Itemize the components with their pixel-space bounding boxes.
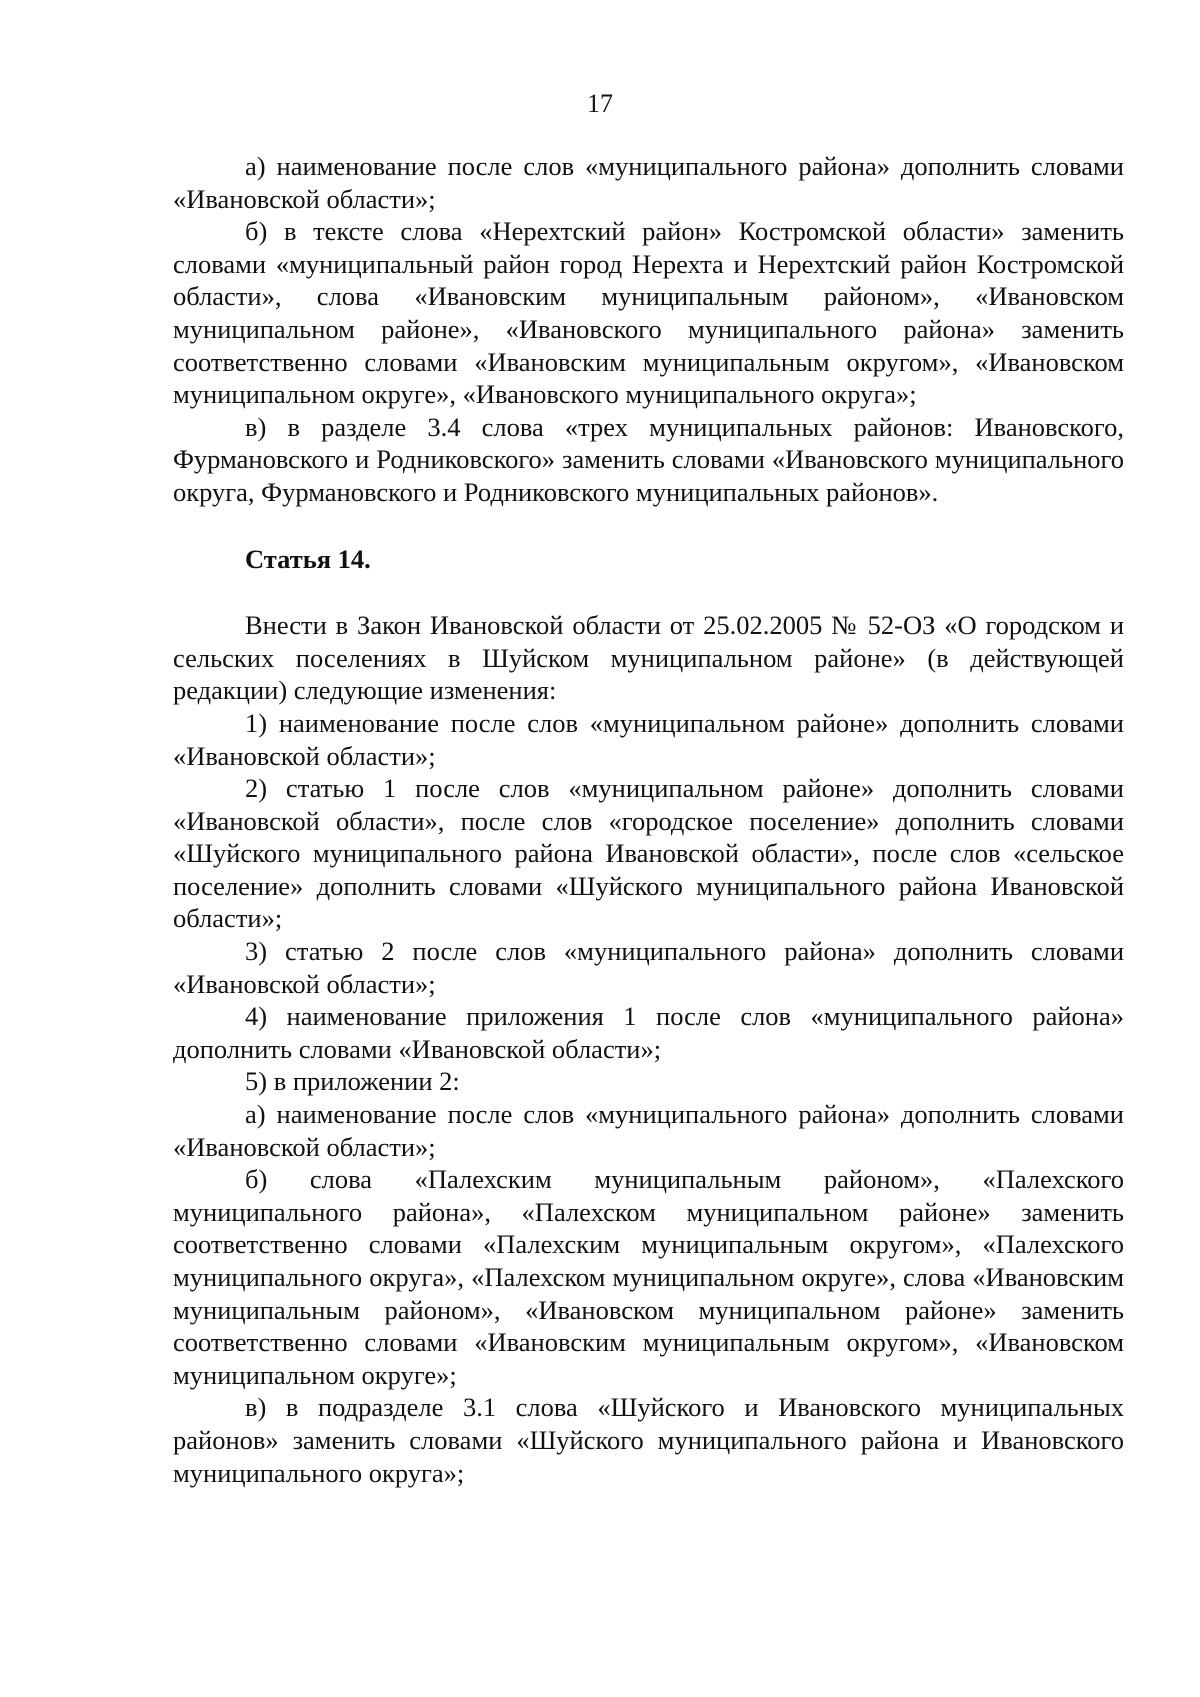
- paragraph-b: б) в тексте слова «Нерехтский район» Костромской области» заменить словами «муниципальный район город Нерехта и Нерехтский район Костромской области», слова «Ивановским муниципальным районом», «Ивановском муниципальном районе», «Ивановского муниципального района» заменить соответственно словами «Ивановским муниципальным округом», «Ивановском муниципальном округе», «Ивановского муниципального округа»;: [173, 216, 1124, 410]
- item-5-a: а) наименование после слов «муниципального района» дополнить словами «Ивановской области»;: [173, 1099, 1124, 1162]
- item-3: 3) статью 2 после слов «муниципального района» дополнить словами «Ивановской области»;: [173, 936, 1124, 999]
- article-intro: Внести в Закон Ивановской области от 25.02.2005 № 52-ОЗ «О городском и сельских поселениях в Шуйском муниципальном районе» (в действующей редакции) следующие изменения:: [173, 610, 1124, 706]
- paragraph-v: в) в разделе 3.4 слова «трех муниципальных районов: Ивановского, Фурмановского и Родниковского» заменить словами «Ивановского муниципального округа, Фурмановского и Родниковского муниципальных районов».: [173, 411, 1124, 507]
- item-4: 4) наименование приложения 1 после слов «муниципального района» дополнить словами «Ивановской области»;: [173, 1001, 1124, 1064]
- item-5-b: б) слова «Палехским муниципальным районом», «Палехского муниципального района», «Палехском муниципальном районе» заменить соответственно словами «Палехским муниципальным округом», «Палехского муниципального округа», «Палехском муниципальном округе», слова «Ивановским муниципальным районом», «Ивановском муниципальном районе» заменить соответственно словами «Ивановским муниципальным округом», «Ивановском муниципальном округе»;: [173, 1164, 1124, 1390]
- paragraph-a: а) наименование после слов «муниципального района» дополнить словами «Ивановской области»;: [173, 151, 1124, 214]
- article-heading: Статья 14.: [245, 543, 371, 574]
- item-5-v: в) в подразделе 3.1 слова «Шуйского и Ивановского муниципальных районов» заменить словами «Шуйского муниципального района и Ивановского муниципального округа»;: [173, 1392, 1124, 1488]
- item-1: 1) наименование после слов «муниципальном районе» дополнить словами «Ивановской области»;: [173, 707, 1124, 771]
- page-number: 17: [587, 89, 613, 118]
- document-body: [173, 150, 1124, 1489]
- item-2: 2) статью 1 после слов «муниципальном районе» дополнить словами «Ивановской области», после слов «городское поселение» дополнить словами «Шуйского муниципального района Ивановской области», после слов «сельское поселение» дополнить словами «Шуйского муниципального района Ивановской области»;: [173, 773, 1124, 934]
- item-5: 5) в приложении 2:: [245, 1066, 460, 1097]
